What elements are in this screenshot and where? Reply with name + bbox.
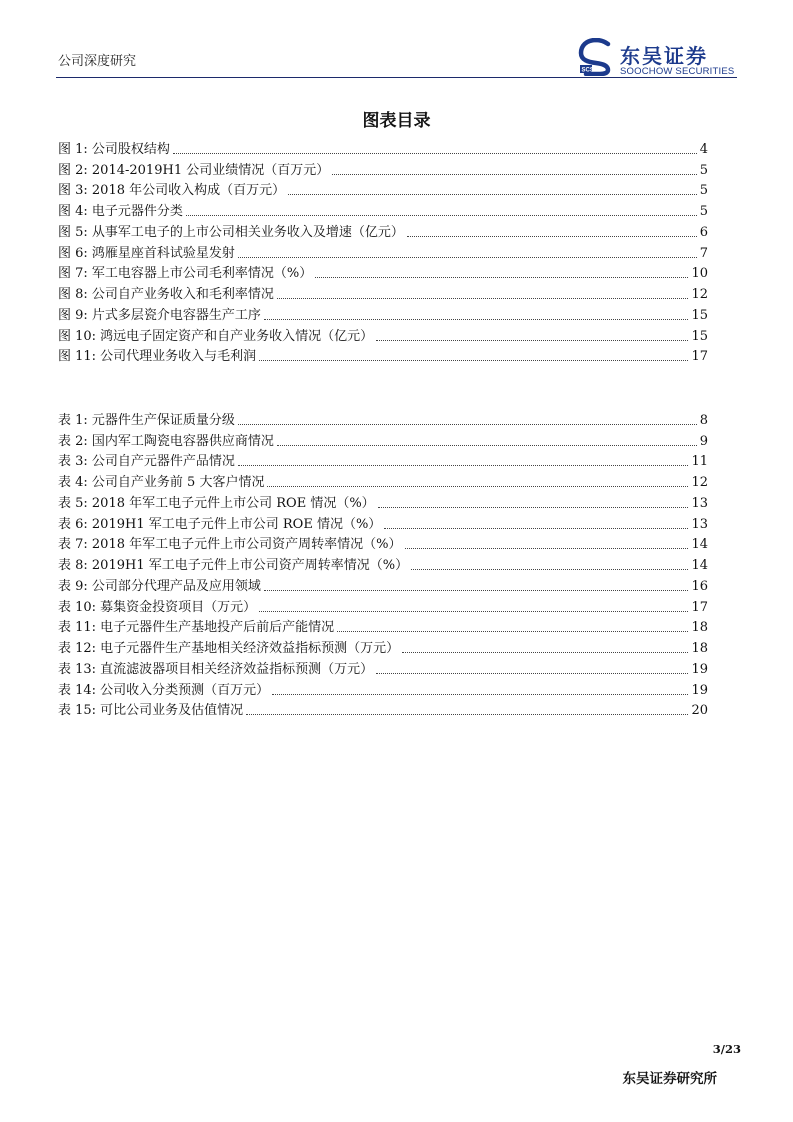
footer-organization: 东吴证券研究所 xyxy=(622,1071,717,1087)
table-toc-entry[interactable] xyxy=(58,595,708,616)
dot-leader xyxy=(173,153,697,154)
toc-entry-page[interactable]: 13 xyxy=(691,495,708,511)
dot-leader xyxy=(411,569,688,570)
dot-leader xyxy=(259,611,688,612)
toc-entry-page[interactable]: 20 xyxy=(691,703,708,719)
figure-toc-entry[interactable] xyxy=(58,282,708,303)
company-logo xyxy=(576,36,746,80)
table-toc-entry[interactable] xyxy=(58,636,708,657)
dot-leader xyxy=(384,528,688,529)
table-list xyxy=(58,408,708,719)
table-toc-entry[interactable] xyxy=(58,408,708,429)
toc-entry-label[interactable]: 图 1: 公司股权结构 xyxy=(58,141,170,157)
toc-entry-page[interactable]: 7 xyxy=(699,245,708,261)
toc-entry-label[interactable]: 图 7: 军工电容器上市公司毛利率情况（%） xyxy=(58,266,313,282)
table-toc-entry[interactable] xyxy=(58,553,708,574)
toc-entry-page[interactable]: 6 xyxy=(699,224,708,240)
table-toc-entry[interactable] xyxy=(58,699,708,720)
table-toc-entry[interactable] xyxy=(58,512,708,533)
toc-entry-label[interactable]: 表 8: 2019H1 军工电子元件上市公司资产周转率情况（%） xyxy=(58,558,409,573)
table-toc-entry[interactable] xyxy=(58,574,708,595)
toc-entry-page[interactable]: 5 xyxy=(699,204,708,219)
dot-leader xyxy=(337,631,688,632)
toc-entry-label[interactable]: 表 4: 公司自产业务前 5 大客户情况 xyxy=(58,475,265,490)
svg-text:SCS: SCS xyxy=(581,67,594,74)
figure-toc-entry[interactable] xyxy=(58,137,708,158)
toc-entry-label[interactable]: 表 13: 直流滤波器项目相关经济效益指标预测（万元） xyxy=(58,661,374,677)
dot-leader xyxy=(407,236,697,237)
toc-entry-page[interactable]: 14 xyxy=(691,537,708,553)
figure-toc-entry[interactable] xyxy=(58,345,708,366)
toc-entry-page[interactable]: 10 xyxy=(691,266,708,282)
dot-leader xyxy=(315,277,688,278)
dot-leader xyxy=(376,673,688,674)
figure-list xyxy=(58,137,708,365)
toc-entry-label[interactable]: 表 3: 公司自产元器件产品情况 xyxy=(58,454,235,470)
toc-entry-page[interactable]: 18 xyxy=(691,641,708,656)
figure-toc-entry[interactable] xyxy=(58,179,708,200)
toc-entry-label[interactable]: 图 10: 鸿远电子固定资产和自产业务收入情况（亿元） xyxy=(58,328,374,344)
dot-leader xyxy=(402,652,688,653)
toc-entry-page[interactable]: 19 xyxy=(691,661,708,677)
toc-entry-label[interactable]: 表 11: 电子元器件生产基地投产后前后产能情况 xyxy=(58,620,335,636)
dot-leader xyxy=(259,360,688,361)
page-number: 3/23 xyxy=(712,1042,741,1056)
figure-toc-entry[interactable] xyxy=(58,262,708,283)
toc-entry-label[interactable]: 图 5: 从事军工电子的上市公司相关业务收入及增速（亿元） xyxy=(58,224,404,240)
toc-entry-label[interactable]: 图 2: 2014-2019H1 公司业绩情况（百万元） xyxy=(58,162,330,178)
toc-entry-page[interactable]: 4 xyxy=(699,141,708,157)
dot-leader xyxy=(246,714,688,715)
table-toc-entry[interactable] xyxy=(58,616,708,637)
figure-toc-entry[interactable] xyxy=(58,199,708,220)
dot-leader xyxy=(272,694,688,695)
toc-entry-label[interactable]: 表 9: 公司部分代理产品及应用领域 xyxy=(58,578,261,594)
toc-entry-label[interactable]: 表 1: 元器件生产保证质量分级 xyxy=(58,412,235,428)
page-title: 图表目录 xyxy=(362,111,431,131)
dot-leader xyxy=(405,548,689,549)
toc-entry-label[interactable]: 表 12: 电子元器件生产基地相关经济效益指标预测（万元） xyxy=(58,641,400,656)
dot-leader xyxy=(376,340,688,341)
table-toc-entry[interactable] xyxy=(58,657,708,678)
toc-entry-page[interactable]: 12 xyxy=(691,287,708,302)
toc-entry-page[interactable]: 13 xyxy=(691,516,708,532)
toc-entry-label[interactable]: 图 4: 电子元器件分类 xyxy=(58,204,183,219)
dot-leader xyxy=(277,298,689,299)
dot-leader xyxy=(264,590,689,591)
figure-toc-entry[interactable] xyxy=(58,220,708,241)
toc-entry-label[interactable]: 表 15: 可比公司业务及估值情况 xyxy=(58,703,244,719)
dot-leader xyxy=(267,486,688,487)
toc-entry-page[interactable]: 19 xyxy=(691,682,708,698)
figure-toc-entry[interactable] xyxy=(58,158,708,179)
toc-entry-page[interactable]: 8 xyxy=(699,412,708,428)
dot-leader xyxy=(264,319,689,320)
table-toc-entry[interactable] xyxy=(58,533,708,554)
table-toc-entry[interactable] xyxy=(58,470,708,491)
toc-entry-label[interactable]: 图 9: 片式多层瓷介电容器生产工序 xyxy=(58,307,261,323)
toc-entry-page[interactable]: 5 xyxy=(699,183,708,199)
toc-entry-page[interactable]: 18 xyxy=(691,620,708,636)
dot-leader xyxy=(332,174,697,175)
toc-entry-page[interactable]: 9 xyxy=(699,433,708,449)
toc-entry-page[interactable]: 15 xyxy=(691,307,708,323)
toc-entry-label[interactable]: 表 14: 公司收入分类预测（百万元） xyxy=(58,682,270,698)
dot-leader xyxy=(186,215,697,216)
dot-leader xyxy=(238,257,697,258)
toc-entry-page[interactable]: 11 xyxy=(691,454,708,470)
toc-entry-label[interactable]: 表 6: 2019H1 军工电子元件上市公司 ROE 情况（%） xyxy=(58,516,382,532)
toc-entry-page[interactable]: 15 xyxy=(691,328,708,344)
toc-entry-page[interactable]: 12 xyxy=(691,475,708,490)
table-toc-entry[interactable] xyxy=(58,678,708,699)
header-divider xyxy=(56,77,737,78)
toc-entry-label[interactable]: 表 10: 募集资金投资项目（万元） xyxy=(58,599,257,615)
toc-entry-page[interactable]: 14 xyxy=(691,558,708,573)
logo-chinese-name: 东吴证券 xyxy=(620,44,708,68)
logo-mark-icon xyxy=(578,38,614,76)
toc-entry-page[interactable]: 17 xyxy=(691,599,708,615)
dot-leader xyxy=(378,507,689,508)
toc-entry-label[interactable]: 表 2: 国内军工陶瓷电容器供应商情况 xyxy=(58,433,274,449)
toc-entry-page[interactable]: 5 xyxy=(699,162,708,178)
toc-entry-label[interactable]: 表 7: 2018 年军工电子元件上市公司资产周转率情况（%） xyxy=(58,537,402,553)
toc-entry-page[interactable]: 17 xyxy=(691,349,708,365)
dot-leader xyxy=(238,465,689,466)
figure-toc-entry[interactable] xyxy=(58,241,708,262)
dot-leader xyxy=(288,194,697,195)
header-category: 公司深度研究 xyxy=(58,54,137,69)
toc-entry-label[interactable]: 图 6: 鸿雁星座首科试验星发射 xyxy=(58,245,235,261)
figure-toc-entry[interactable] xyxy=(58,303,708,324)
table-toc-entry[interactable] xyxy=(58,450,708,471)
logo-english-name: SOOCHOW SECURITIES xyxy=(620,66,735,77)
toc-entry-label[interactable]: 图 8: 公司自产业务收入和毛利率情况 xyxy=(58,287,274,302)
table-toc-entry[interactable] xyxy=(58,491,708,512)
toc-entry-label[interactable]: 图 3: 2018 年公司收入构成（百万元） xyxy=(58,183,286,199)
dot-leader xyxy=(277,445,697,446)
dot-leader xyxy=(238,424,697,425)
toc-entry-page[interactable]: 16 xyxy=(691,578,708,594)
table-toc-entry[interactable] xyxy=(58,429,708,450)
toc-entry-label[interactable]: 表 5: 2018 年军工电子元件上市公司 ROE 情况（%） xyxy=(58,495,375,511)
toc-entry-label[interactable]: 图 11: 公司代理业务收入与毛利润 xyxy=(58,349,257,365)
figure-toc-entry[interactable] xyxy=(58,324,708,345)
